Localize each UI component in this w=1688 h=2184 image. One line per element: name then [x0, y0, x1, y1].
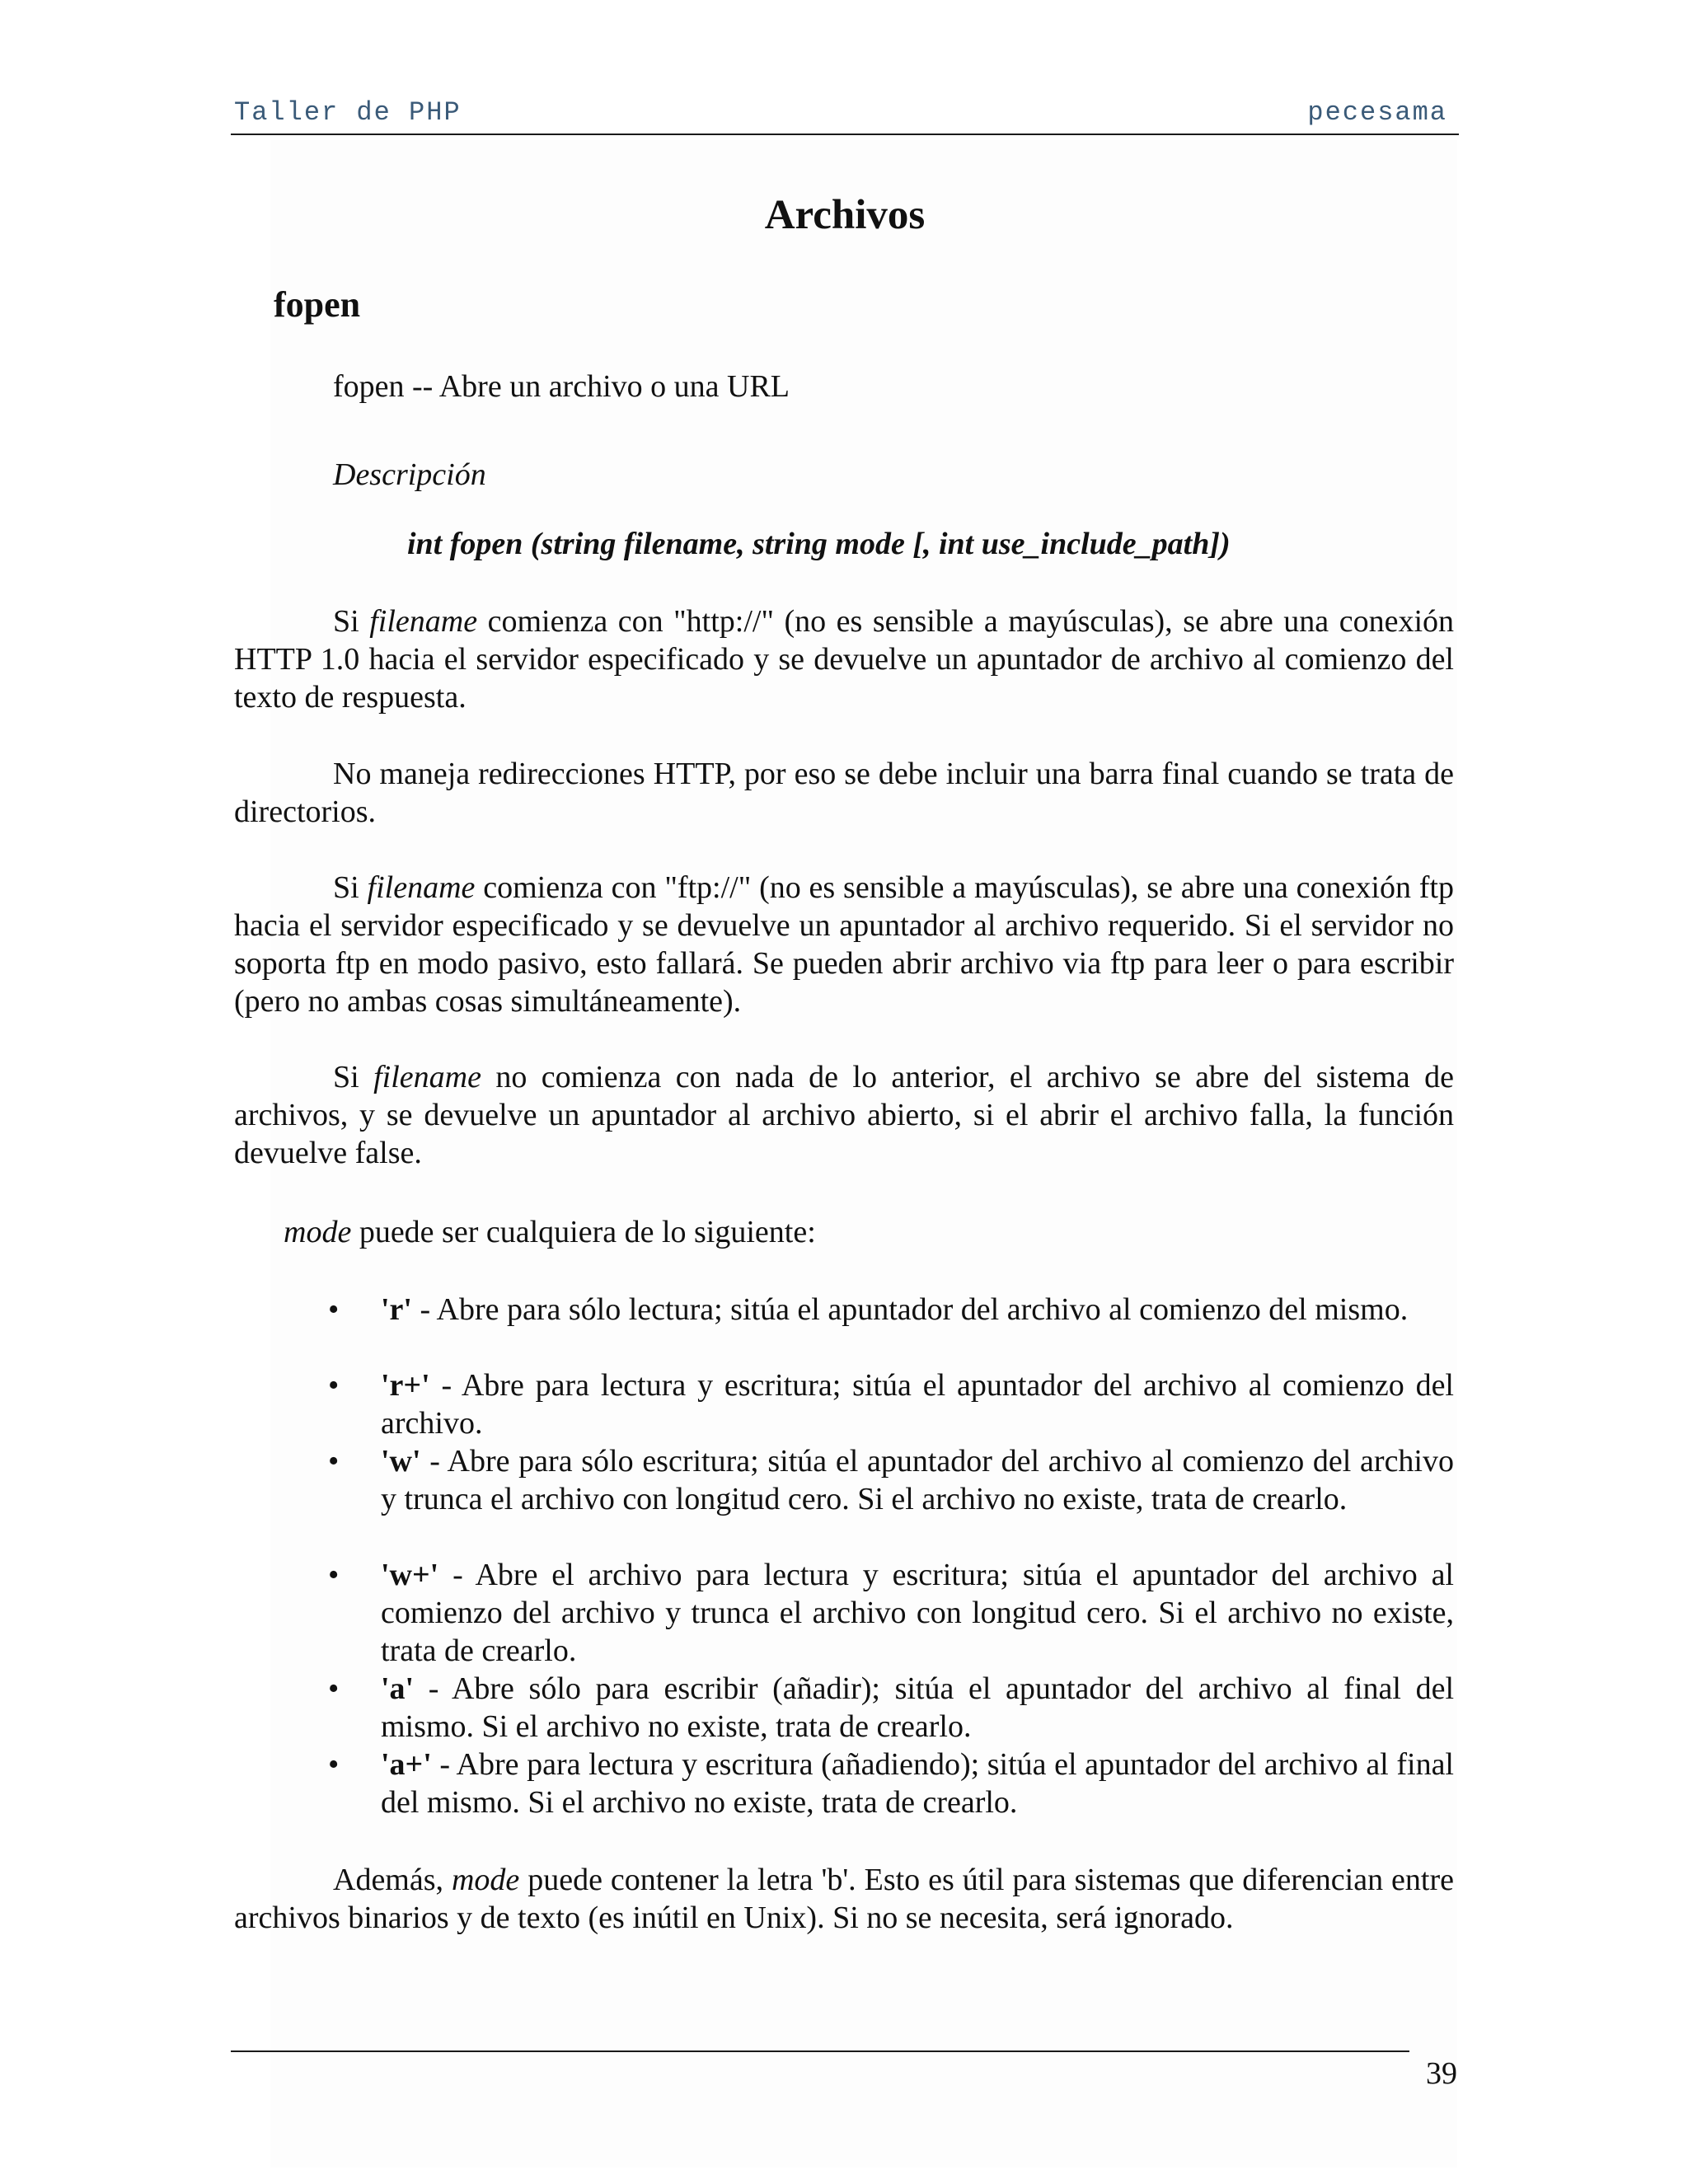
paragraph-binary-post: puede contener la letra 'b'. Esto es útil para sistemas que diferencian entre archivos binarios y de texto (es inútil en Unix). Si no se necesita, será ignorado. [234, 1863, 1454, 1935]
footer-rule [231, 2050, 1409, 2052]
list-item [381, 1746, 1454, 1821]
bullet-glyph: • [328, 1292, 340, 1327]
mode-text: - Abre para lectura y escritura (añadiendo); sitúa el apuntador del archivo al final del mismo. Si el archivo no existe, trata de crearlo. [381, 1747, 1454, 1820]
section-heading: fopen [274, 284, 361, 325]
list-item [381, 1670, 1454, 1746]
mode-code: 'r' [381, 1292, 412, 1327]
page-header [231, 97, 1459, 135]
bullet-glyph: • [328, 1368, 340, 1403]
mode-code: 'w+' [381, 1558, 439, 1592]
paragraph-binary-flag [234, 1861, 1454, 1937]
paragraph-http-pre: Si [333, 604, 370, 639]
mode-code: 'a' [381, 1671, 415, 1706]
list-item [381, 1366, 1454, 1442]
bullet-glyph: • [328, 1444, 340, 1479]
mode-intro-em: mode [284, 1215, 352, 1249]
mode-code: 'w' [381, 1444, 421, 1479]
paragraph-ftp-em: filename [367, 870, 476, 905]
paragraph-local [234, 1058, 1454, 1172]
mode-text: - Abre el archivo para lectura y escritura; sitúa el apuntador del archivo al comienzo del archivo y trunca el archivo con longitud cero. Si el archivo no existe, trata de crearlo. [381, 1558, 1454, 1668]
bullet-glyph: • [328, 1671, 340, 1706]
paragraph-http-em: filename [369, 604, 478, 639]
paragraph-http-post: comienza con "http://" (no es sensible a mayúsculas), se abre una conexión HTTP 1.0 hacia el servidor especificado y se devuelve un apuntador de archivo al comienzo del texto de respuesta. [234, 604, 1454, 715]
paragraph-binary-em: mode [451, 1863, 520, 1897]
mode-code: 'r+' [381, 1368, 430, 1403]
mode-text: - Abre sólo para escribir (añadir); sitúa el apuntador del archivo al final del mismo. Si el archivo no existe, trata de crearlo. [381, 1671, 1454, 1744]
list-item [381, 1556, 1454, 1670]
header-title: Taller de PHP [234, 97, 462, 128]
mode-text: - Abre para lectura y escritura; sitúa el apuntador del archivo al comienzo del archivo. [381, 1368, 1454, 1441]
paragraph-local-pre: Si [333, 1060, 374, 1094]
paragraph-local-em: filename [373, 1060, 481, 1094]
mode-text: - Abre para sólo lectura; sitúa el apuntador del archivo al comienzo del mismo. [411, 1292, 1409, 1327]
signature-text: int fopen (string filename, string mode [, int use_include_path]) [407, 527, 1231, 561]
list-item [381, 1291, 1454, 1329]
bullet-glyph: • [328, 1747, 340, 1782]
function-signature [407, 525, 1231, 563]
description-label-text: Descripción [333, 457, 486, 492]
mode-intro-post: puede ser cualquiera de lo siguiente: [351, 1215, 816, 1249]
page-title: Archivos [764, 192, 926, 238]
page-number: 39 [1426, 2056, 1457, 2091]
header-author: pecesama [1307, 97, 1447, 128]
mode-text: - Abre para sólo escritura; sitúa el apuntador del archivo al comienzo del archivo y trunca el archivo con longitud cero. Si el archivo no existe, trata de crearlo. [381, 1444, 1454, 1516]
paragraph-redirects: No maneja redirecciones HTTP, por eso se debe incluir una barra final cuando se trata de directorios. [234, 757, 1454, 829]
paragraph-ftp-post: comienza con "ftp://" (no es sensible a mayúsculas), se abre una conexión ftp hacia el servidor especificado y se devuelve un apuntador al archivo requerido. Si el servidor no soporta ftp en modo pasivo, esto fallará. Se pueden abrir archivo via ftp para leer o para escribir (pero no ambas cosas simultáneamente). [234, 870, 1454, 1019]
list-item [381, 1442, 1454, 1518]
bullet-glyph: • [328, 1558, 340, 1592]
paragraph-ftp-pre: Si [333, 870, 368, 905]
paragraph-ftp [234, 869, 1454, 1020]
mode-code: 'a+' [381, 1747, 432, 1782]
paragraph-binary-pre: Además, [333, 1863, 452, 1897]
description-label [333, 456, 486, 494]
paragraph-local-post: no comienza con nada de lo anterior, el archivo se abre del sistema de archivos, y se devuelve un apuntador al archivo abierto, si el abrir el archivo falla, la función devuelve false. [234, 1060, 1454, 1170]
function-summary: fopen -- Abre un archivo o una URL [333, 369, 790, 404]
mode-intro [284, 1213, 816, 1251]
paragraph-http [234, 602, 1454, 716]
